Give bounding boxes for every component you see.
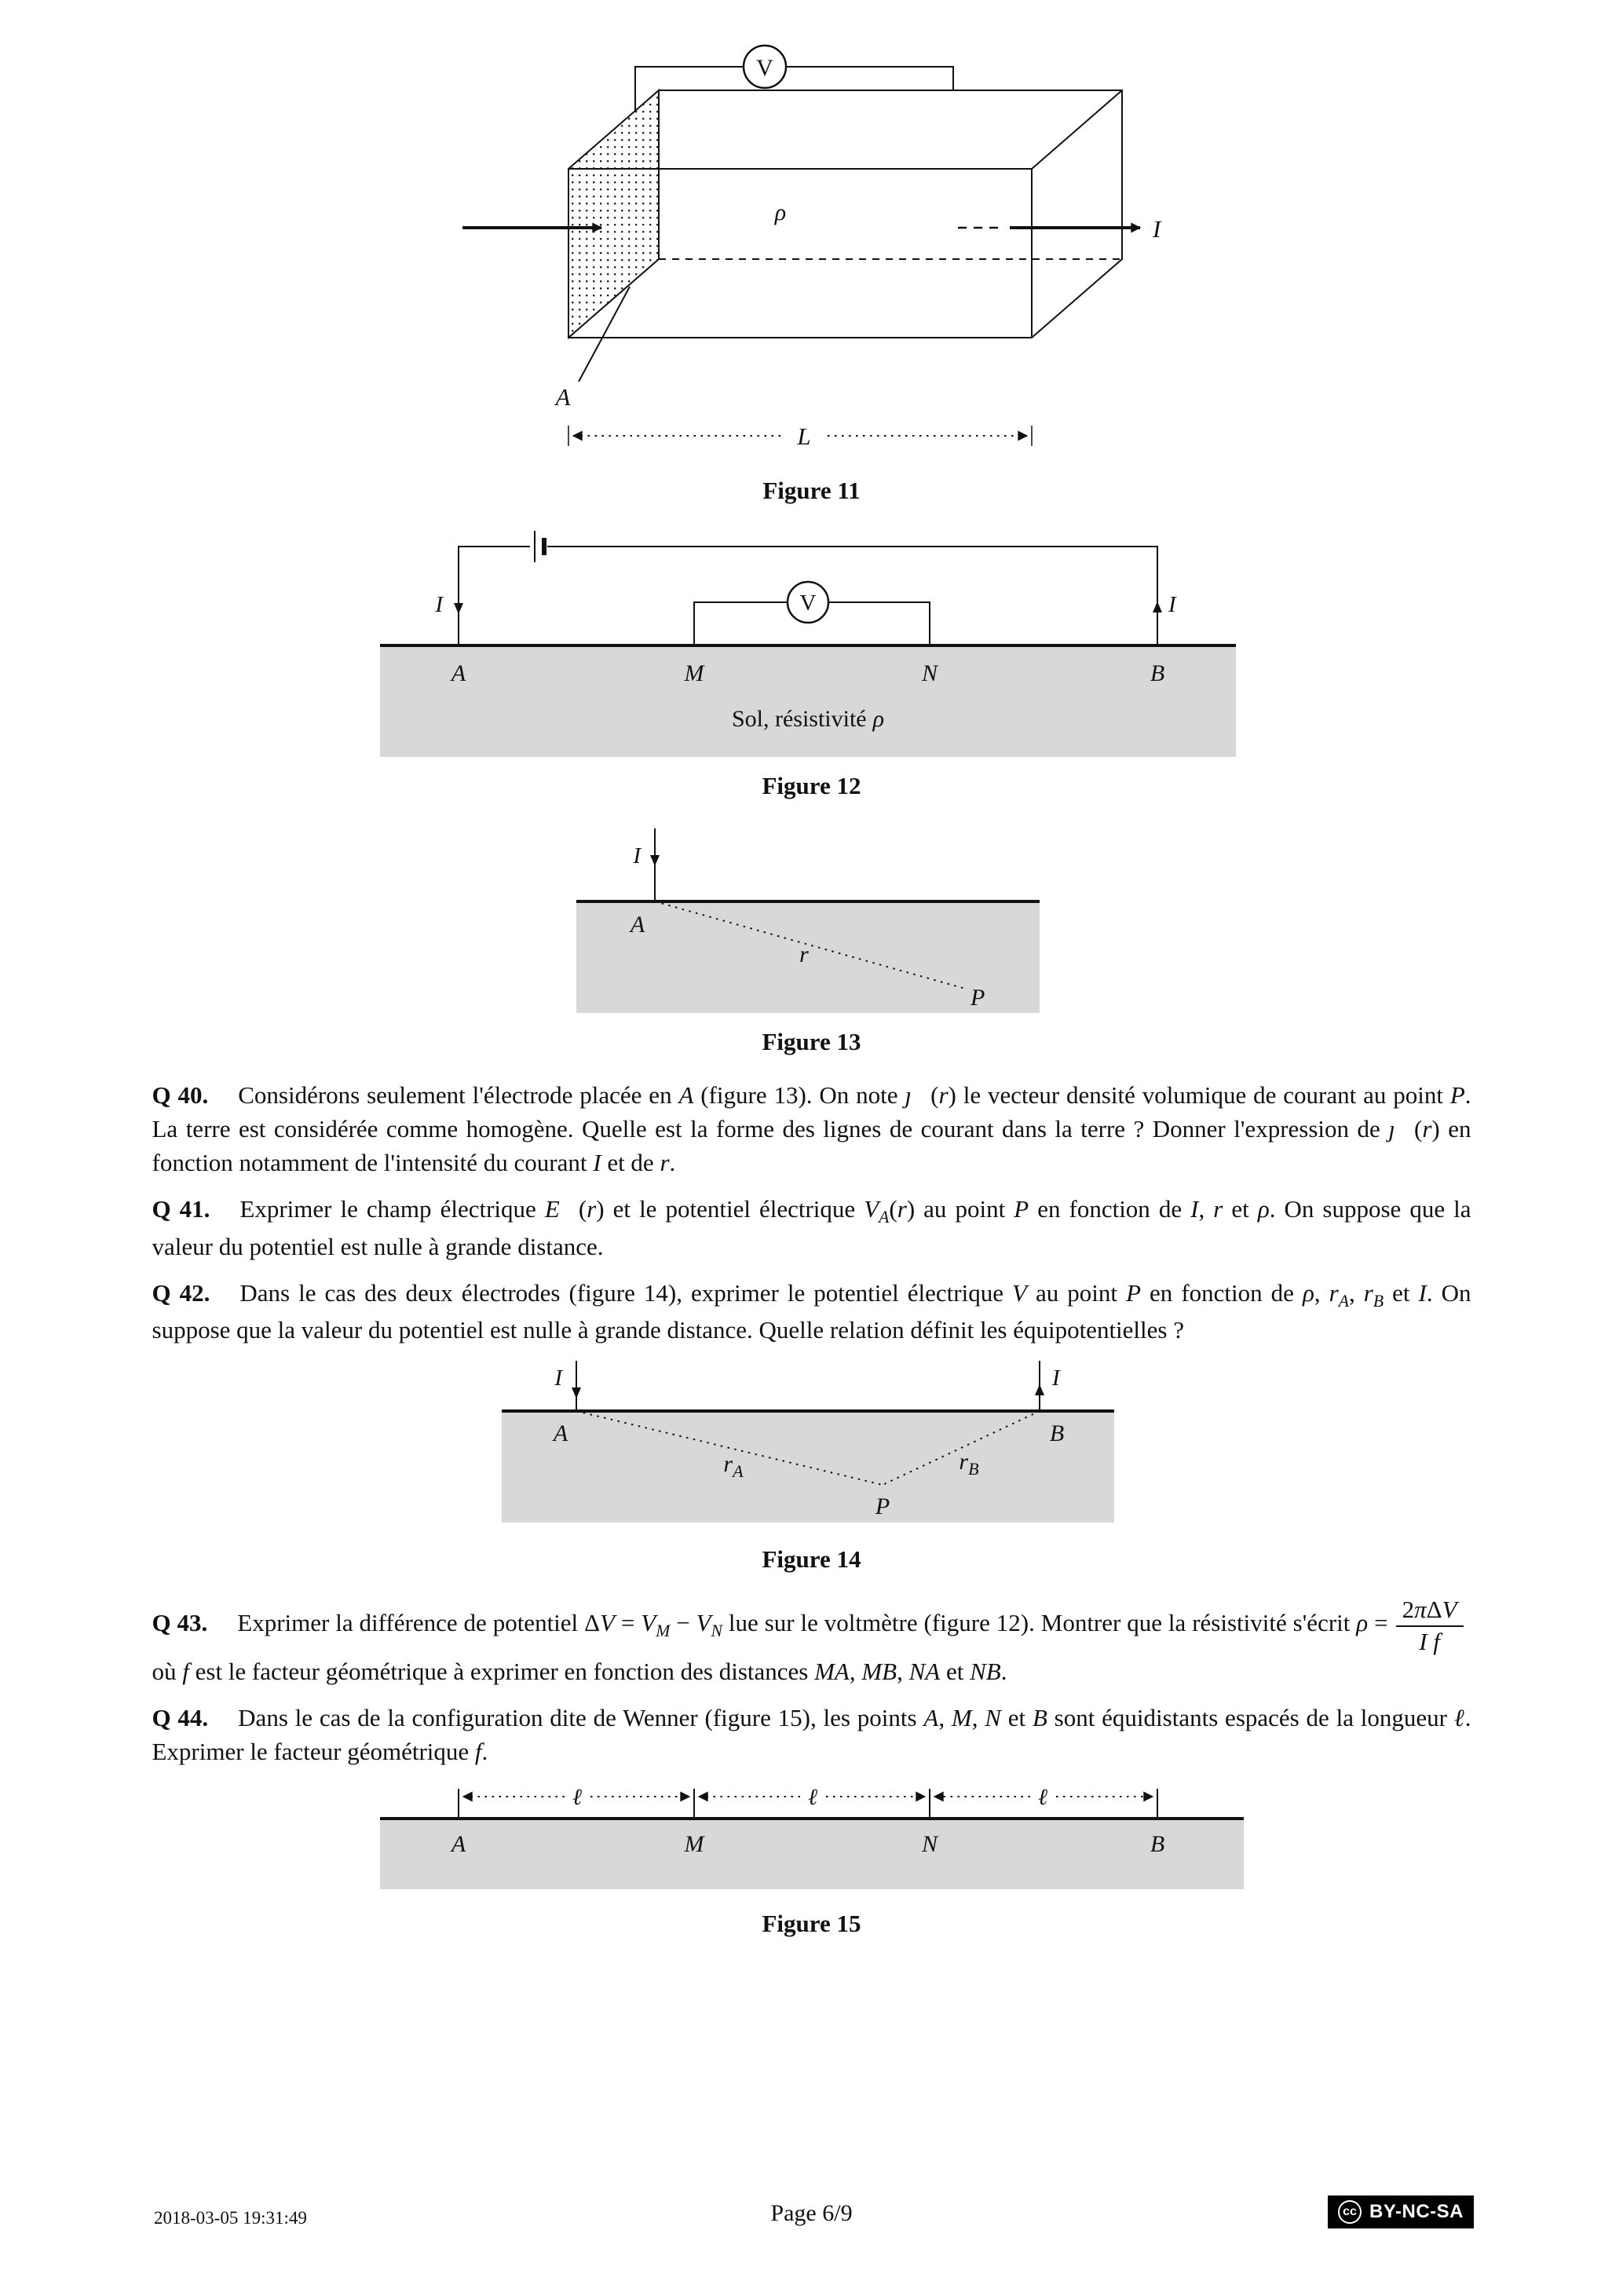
ell-label-1: ℓ [572, 1785, 582, 1811]
rho-fraction [1396, 1596, 1464, 1654]
current-out-label: I [1051, 1366, 1060, 1391]
electrode-a-label: A [451, 660, 466, 686]
question-q41-text: Exprimer le champ électrique E⃗(r) et le potentiel électrique $V_A(r)$ au point P en fonction de I, r et ρ. On suppose que la valeur du potentiel est nulle à grande distance. [152, 1195, 1471, 1260]
figure14-caption: Figure 14 [762, 1545, 861, 1574]
length-label: L [796, 422, 811, 450]
radius-a-base: r [722, 1451, 733, 1478]
electrode-b-label: B [1049, 1420, 1064, 1447]
figure11-caption: Figure 11 [762, 477, 861, 504]
soil-region [502, 1413, 1114, 1523]
cross-section-face [568, 90, 659, 338]
soil-region [380, 1820, 1244, 1889]
current-arrowhead-a [572, 1387, 581, 1398]
radius-b-sub: B [967, 1459, 979, 1479]
question-q44-label: Q 44. [152, 1704, 209, 1732]
figure15-caption: Figure 15 [762, 1910, 861, 1938]
figure14 [152, 1359, 1471, 1536]
length-dimension [568, 422, 1032, 450]
soil-label [731, 706, 883, 732]
electrode-a-label: A [451, 1831, 466, 1858]
current-out-label: I [1168, 592, 1176, 617]
question-q40 [152, 1078, 1471, 1179]
current-label: I [1152, 215, 1161, 243]
voltmeter [694, 582, 930, 645]
current-label: I [632, 843, 641, 868]
figure11 [152, 39, 1471, 467]
questions-block-1 [152, 1078, 1471, 1347]
fraction-denominator: I f [1419, 1627, 1440, 1655]
current-path [462, 215, 1162, 243]
question-q44-text: Dans le cas de la configuration dite de Wenner (figure 15), les points A, M, N et B sont équidistants espacés de la longueur ℓ. Exprimer le facteur géométrique f. [152, 1704, 1471, 1766]
question-q43-label: Q 43. [152, 1608, 208, 1636]
electrode-b-label: B [1150, 1831, 1164, 1858]
electrode-m-label: M [684, 660, 704, 686]
voltmeter [635, 46, 953, 111]
questions-block-2 [152, 1596, 1471, 1768]
radius-label: r [799, 941, 809, 967]
footer-timestamp: 2018-03-05 19:31:49 [154, 2208, 307, 2228]
cc-license-label: BY-NC-SA [1369, 2201, 1464, 2222]
electrode-n-label: N [921, 1831, 938, 1858]
footer-page-number: Page 6/9 [770, 2200, 853, 2226]
question-q42-label: Q 42. [152, 1278, 210, 1307]
circuit-wire-b [547, 547, 1157, 645]
figure13-diagram [545, 822, 1079, 1018]
figure15-diagram [364, 1782, 1259, 1900]
figure11-diagram [451, 39, 1173, 467]
electrode-a-label: A [553, 1420, 568, 1447]
top-right-edge [1032, 90, 1122, 169]
question-q42 [152, 1276, 1471, 1347]
current-arrowhead-b [1153, 601, 1162, 612]
question-q42-text: Dans le cas des deux électrodes (figure 14), exprimer le potentiel électrique V au point P en fonction de ρ, $r_A$, $r_B$ et I. On suppose que la valeur du potentiel est nulle à grande distance. Quelle relation définit les équipotentielles ? [152, 1278, 1471, 1344]
question-q41-label: Q 41. [152, 1195, 210, 1223]
resistive-block [568, 90, 1122, 338]
electrode-a-label: A [630, 912, 645, 938]
voltmeter-label: V [755, 55, 773, 81]
current-arrowhead-a [454, 603, 463, 614]
document-page [152, 0, 1471, 1938]
question-q41 [152, 1192, 1471, 1263]
soil-region [380, 647, 1236, 757]
figure13 [152, 822, 1471, 1018]
figure12 [152, 527, 1471, 762]
cc-license-badge [1328, 2195, 1474, 2228]
radius-b-base: r [958, 1449, 968, 1475]
electrode-n-label: N [921, 660, 938, 686]
question-q40-text: Considérons seulement l'électrode placée en A (figure 13). On note ȷ⃗(r) le vecteur densité volumique de courant au point P. La terre est considérée comme homogène. Quelle est la forme des lignes de courant dans la terre ? Donner l'expression de ȷ⃗(r) en fonction notamment de l'intensité du courant I et de r. [152, 1081, 1471, 1177]
area-label: A [555, 383, 570, 411]
ell-label-3: ℓ [1037, 1785, 1047, 1811]
question-q43-text-before: Exprimer la différence de potentiel $\Delta V = V_M - V_N$ lue sur le voltmètre (figure 12). Montrer que la résistivité s'écrit ρ = [237, 1608, 1388, 1640]
question-q43 [152, 1596, 1471, 1688]
fraction-numerator: 2πΔV [1396, 1596, 1464, 1626]
resistivity-label: ρ [774, 199, 786, 225]
point-p-label: P [875, 1493, 890, 1520]
voltmeter-wire-n [828, 602, 930, 645]
question-q40-label: Q 40. [152, 1081, 209, 1109]
soil-label-rho: ρ [872, 706, 884, 732]
figure12-diagram [349, 527, 1275, 762]
electrode-b-label: B [1150, 660, 1164, 686]
figure12-caption: Figure 12 [762, 772, 861, 799]
cc-icon: cc [1338, 2200, 1362, 2224]
figure13-caption: Figure 13 [762, 1028, 861, 1055]
soil-label-text: Sol, résistivité [731, 706, 867, 732]
electrode-m-label: M [684, 1831, 704, 1858]
voltmeter-wire-m [694, 602, 788, 645]
figure14-diagram [498, 1359, 1126, 1536]
question-q44 [152, 1701, 1471, 1768]
current-arrowhead-b [1035, 1384, 1044, 1395]
voltmeter-wire-right [786, 67, 953, 90]
current-arrowhead [650, 855, 660, 866]
circuit-wire-a [459, 547, 530, 645]
ell-label-2: ℓ [807, 1785, 817, 1811]
current-in-label: I [434, 592, 443, 617]
current-in-label: I [554, 1366, 562, 1391]
radius-a-sub: A [732, 1461, 744, 1482]
voltmeter-label: V [799, 590, 816, 616]
figure15 [152, 1782, 1471, 1900]
point-p-label: P [970, 985, 985, 1011]
question-q43-text-after: où f est le facteur géométrique à exprimer en fonction des distances MA, MB, NA et NB. [152, 1658, 1007, 1686]
